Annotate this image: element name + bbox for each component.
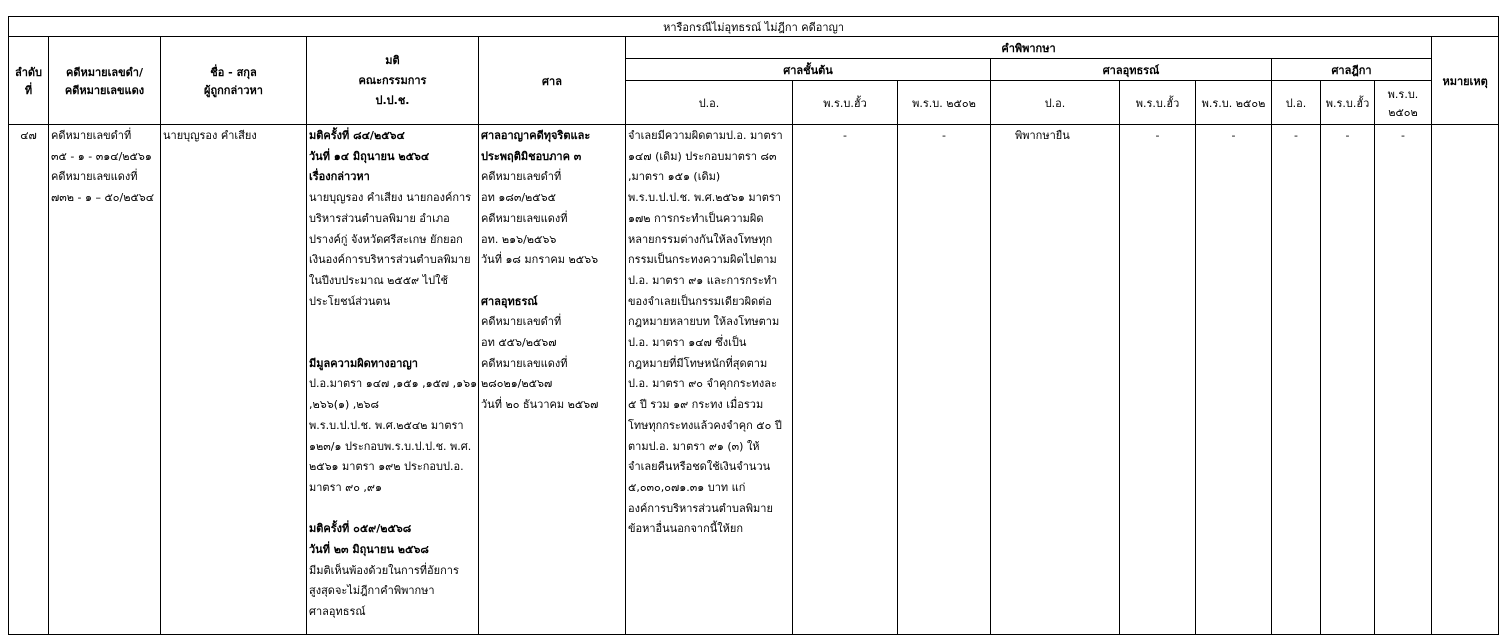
header-case-no: คดีหมายเลขดำ/ คดีหมายเลขแดง [49, 37, 161, 125]
table-row [9, 125, 1499, 635]
row-first-prb-old: - [793, 125, 898, 635]
resolution-title-2: มติครั้งที่ ๐๕๙/๒๕๖๘ [309, 522, 412, 536]
header-supreme-court: ศาลฎีกา [1272, 59, 1432, 81]
row-supreme-po: - [1272, 125, 1321, 635]
row-supreme-prb-old: - [1321, 125, 1375, 635]
row-case-no: คดีหมายเลขดำที่ ๓๕ - ๑ - ๓๑๔/๒๕๖๑ คดีหมายเลขแดงที่ ๗๓๒ - ๑ – ๕๐/๒๕๖๔ [49, 125, 161, 635]
header-appeal-prb-2502: พ.ร.บ. ๒๕๐๒ [1196, 81, 1272, 125]
header-supreme-prb-old: พ.ร.บ.ฮั้ว [1321, 81, 1375, 125]
header-first-prb-old: พ.ร.บ.ฮั้ว [793, 81, 898, 125]
header-first-court: ศาลชั้นต้น [626, 59, 991, 81]
header-order: ลำดับ ที่ [9, 37, 49, 125]
header-appeal-court: ศาลอุทธรณ์ [991, 59, 1272, 81]
header-remark: หมายเหตุ [1432, 37, 1499, 125]
header-judgment: คำพิพากษา [626, 37, 1432, 59]
header-supreme-prb-2502: พ.ร.บ. ๒๕๐๒ [1375, 81, 1432, 125]
table-banner: หารือกรณีไม่อุทธรณ์ ไม่ฎีกา คดีอาญา [9, 17, 1499, 37]
header-first-prb-2502: พ.ร.บ. ๒๕๐๒ [898, 81, 991, 125]
resolution-title-1: มติครั้งที่ ๘๔/๒๕๖๔ [309, 129, 405, 142]
header-appeal-po: ป.อ. [991, 81, 1120, 125]
header-supreme-po: ป.อ. [1272, 81, 1321, 125]
row-appeal-po: พิพากษายืน [991, 125, 1120, 635]
offense-heading: มีมูลความผิดทางอาญา [309, 356, 418, 370]
row-name: นายบุญรอง คำเสียง [161, 125, 307, 635]
row-court: ศาลอาญาคดีทุจริตและ ประพฤติมิชอบภาค ๓ คดีหมายเลขดำที่ อท ๑๘๓/๒๕๖๕ คดีหมายเลขแดงที่ อท. ๒๑๖/๒๕๖๖ วันที่ ๑๘ มกราคม ๒๕๖๖ ศาลอุทธรณ์ คดีหมายเลขดำที่ อท ๕๕๖/๒๕๖๗ คดีหมายเลขแดงที่ ๒๘๐๒๑/๒๕๖๗ วันที่ ๒๐ ธันวาคม ๒๕๖๗ [479, 125, 626, 635]
row-first-po: จำเลยมีความผิดตามป.อ. มาตรา ๑๔๗ (เดิม) ประกอบมาตรา ๘๓ ,มาตรา ๑๕๑ (เดิม) พ.ร.บ.ป.ป.ช. พ.ศ.๒๕๖๑ มาตรา ๑๗๒ การกระทำเป็นความผิด หลายกรรมต่างกันให้ลงโทษทุก กรรมเป็นกระทงความผิดไปตาม ป.อ. มาตรา ๙๑ และการกระทำ ของจำเลยเป็นกรรมเดียวผิดต่อ กฎหมายหลายบท ให้ลงโทษตาม ป.อ. มาตรา ๑๔๗ ซึ่งเป็น กฎหมายที่มีโทษหนักที่สุดตาม ป.อ. มาตรา ๙๐ จำคุกกระทงละ ๕ ปี รวม ๑๙ กระทง เมื่อรวม โทษทุกกระทงแล้วคงจำคุก ๕๐ ปี ตามป.อ. มาตรา ๙๑ (๓) ให้ จำเลยคืนหรือชดใช้เงินจำนวน ๕,๐๓๐,๐๗๑.๓๑ บาท แก่ องค์การบริหารส่วนตำบลพิมาย ข้อหาอื่นนอกจากนี้ให้ยก [626, 125, 793, 635]
row-appeal-prb-old: - [1120, 125, 1196, 635]
row-first-prb-2502: - [898, 125, 991, 635]
row-appeal-prb-2502: - [1196, 125, 1272, 635]
row-order: ๔๗ [9, 125, 49, 635]
header-appeal-prb-old: พ.ร.บ.ฮั้ว [1120, 81, 1196, 125]
subject-heading: เรื่องกล่าวหา [309, 170, 370, 184]
resolution-date-1: วันที่ ๑๔ มิถุนายน ๒๕๖๔ [309, 149, 430, 163]
header-resolution: มติ คณะกรรมการ ป.ป.ช. [307, 37, 479, 125]
row-resolution: มติครั้งที่ ๘๔/๒๕๖๔ วันที่ ๑๔ มิถุนายน ๒๕๖๔ เรื่องกล่าวหา นายบุญรอง คำเสียง นายกองค์การ บริหารส่วนตำบลพิมาย อำเภอ ปรางค์กู่ จังหวัดศรีสะเกษ ยักยอก เงินองค์การบริหารส่วนตำบลพิมาย ในปีงบประมาณ ๒๕๕๙ ไปใช้ ประโยชน์ส่วนตน มีมูลความผิดทางอาญา ป.อ.มาตรา ๑๔๗ ,๑๕๑ ,๑๕๗ ,๑๖๑ ,๒๖๖(๑) ,๒๖๘ พ.ร.บ.ป.ป.ช. พ.ศ.๒๕๔๒ มาตรา ๑๒๓/๑ ประกอบพ.ร.บ.ป.ป.ช. พ.ศ. ๒๕๖๑ มาตรา ๑๙๒ ประกอบป.อ. มาตรา ๙๐ ,๙๑ มติครั้งที่ ๐๕๙/๒๕๖๘ วันที่ ๒๓ มิถุนายน ๒๕๖๘ มีมติเห็นพ้องด้วยในการที่อัยการ สูงสุดจะไม่ฎีกาคำพิพากษา ศาลอุทธรณ์ [307, 125, 479, 635]
row-supreme-prb-2502: - [1375, 125, 1432, 635]
header-court: ศาล [479, 37, 626, 125]
header-name: ชื่อ - สกุล ผู้ถูกกล่าวหา [161, 37, 307, 125]
case-table [8, 16, 1499, 635]
resolution-date-2: วันที่ ๒๓ มิถุนายน ๒๕๖๘ [309, 543, 429, 557]
row-remark [1432, 125, 1499, 635]
header-first-po: ป.อ. [626, 81, 793, 125]
